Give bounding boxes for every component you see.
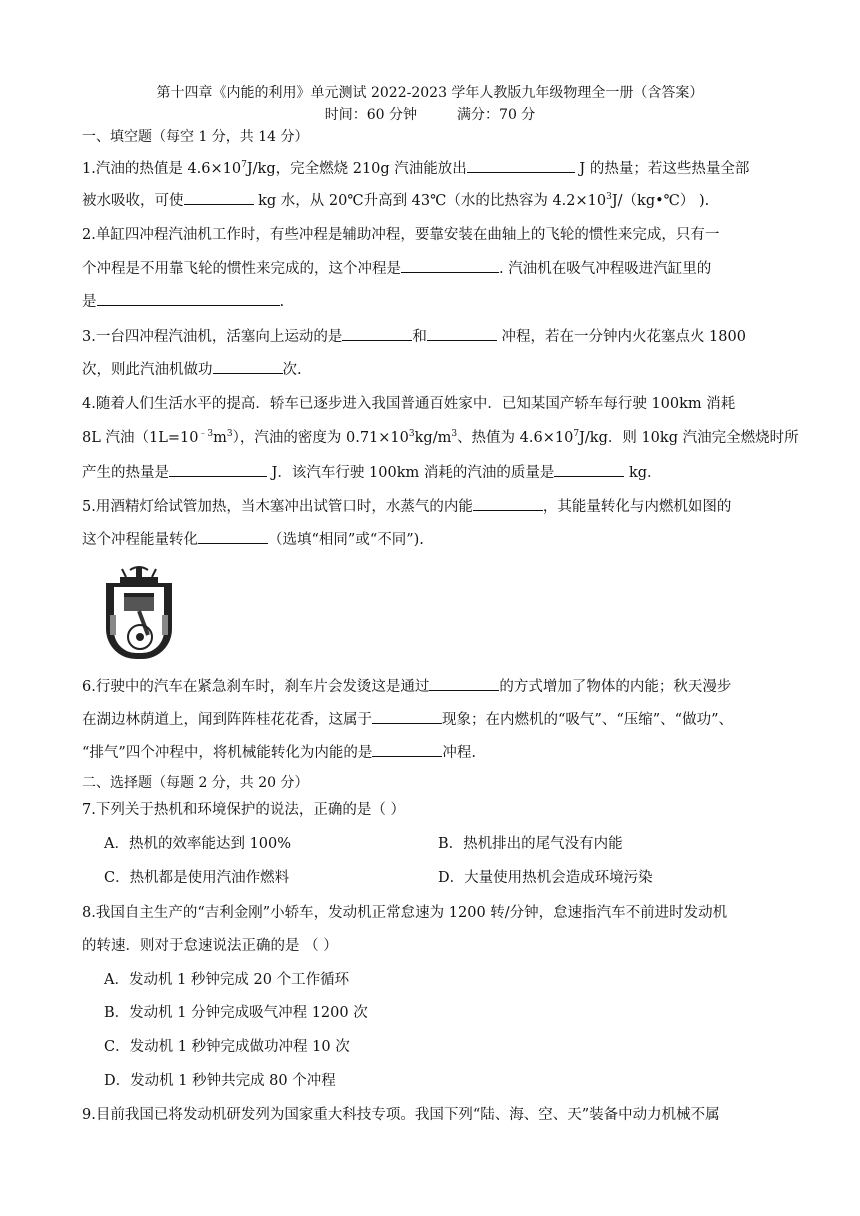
- q1-line1: 1.汽油的热值是 $4.6\times 10^7J/kg$，完全燃烧 210g 汽油能放出 J 的热量；若这些热量全部: [82, 158, 749, 179]
- q8-option-b[interactable]: B．发动机 1 分钟完成吸气冲程 1200 次: [104, 1005, 368, 1021]
- answer-blank[interactable]: [342, 326, 412, 341]
- q7-option-a[interactable]: A．热机的效率能达到 100%: [104, 836, 292, 852]
- answer-blank[interactable]: [429, 676, 499, 691]
- q2-line3: 是 .: [82, 291, 284, 312]
- q7-option-d[interactable]: D．大量使用热机会造成环境污染: [438, 870, 653, 886]
- q7-option-b[interactable]: B．热机排出的尾气没有内能: [438, 836, 623, 852]
- q3-line2: 次，则此汽油机做功 次.: [82, 359, 302, 380]
- time-limit: 时间：60 分钟: [324, 107, 417, 123]
- answer-blank[interactable]: [97, 291, 280, 306]
- section-heading-choice: 二、选择题（每题 2 分，共 20 分）: [82, 775, 309, 791]
- q4-line2: 8L 汽油$(1L=10^{﹣3}m^3)$，汽油的密度为 $0.71\times 10^3kg/m^3$、热值为 $4.6\times 10^7J/kg$．则 10kg 汽油完全燃烧时所: [82, 429, 799, 446]
- answer-blank[interactable]: [372, 742, 442, 757]
- q9-line1: 9.目前我国已将发动机研发列为国家重大科技专项。我国下列“陆、海、空、天”装备中动力机械不属: [82, 1107, 720, 1123]
- q8-line2: 的转速．则对于怠速说法正确的是 （ ）: [82, 938, 338, 954]
- answer-blank[interactable]: [554, 462, 624, 477]
- q8-option-a[interactable]: A．发动机 1 秒钟完成 20 个工作循环: [104, 972, 350, 988]
- q6-line1: 6.行驶中的汽车在紧急刹车时，刹车片会发烫这是通过 的方式增加了物体的内能；秋天漫步: [82, 676, 731, 697]
- q5-line2: 这个冲程能量转化 （选填“相同”或“不同”).: [82, 529, 424, 550]
- answer-blank[interactable]: [427, 326, 497, 341]
- section-heading-fill: 一、填空题（每空 1 分，共 14 分）: [82, 129, 309, 145]
- exam-info: [80, 104, 780, 126]
- q4-line1: 4.随着人们生活水平的提高．轿车已逐步进入我国普通百姓家中．已知某国产轿车每行驶 100km 消耗: [82, 396, 736, 412]
- engine-stroke-icon: [100, 565, 178, 663]
- q3-line1: 3.一台四冲程汽油机，活塞向上运动的是 和 冲程，若在一分钟内火花塞点火 1800: [82, 326, 746, 347]
- answer-blank[interactable]: [401, 258, 499, 273]
- answer-blank[interactable]: [169, 462, 267, 477]
- answer-blank[interactable]: [198, 529, 268, 544]
- answer-blank[interactable]: [372, 709, 442, 724]
- q8-option-c[interactable]: C．发动机 1 秒钟完成做功冲程 10 次: [104, 1039, 350, 1055]
- answer-blank[interactable]: [473, 496, 543, 511]
- q2-line1: 2.单缸四冲程汽油机工作时，有些冲程是辅助冲程，要靠安装在曲轴上的飞轮的惯性来完成，只有一: [82, 227, 720, 243]
- q1-line2: 被水吸收，可使 kg 水，从 20℃升高到 43℃（水的比热容为 $4.2\times 10^3J/(kg•℃)$ ).: [82, 190, 709, 211]
- q4-line3: 产生的热量是 J．该汽车行驶 100km 消耗的汽油的质量是 kg．: [82, 462, 662, 483]
- q2-line2: 个冲程是不用靠飞轮的惯性来完成的，这个冲程是 . 汽油机在吸气冲程吸进汽缸里的: [82, 258, 711, 279]
- q6-line2: 在湖边林荫道上，闻到阵阵桂花花香，这属于 现象；在内燃机的“吸气”、“压缩”、“做功”、: [82, 709, 733, 730]
- answer-blank[interactable]: [467, 158, 575, 173]
- q8-line1: 8.我国自主生产的“吉利金刚”小轿车，发动机正常怠速为 1200 转/分钟，怠速指汽车不前进时发动机: [82, 905, 728, 921]
- q8-option-d[interactable]: D．发动机 1 秒钟共完成 80 个冲程: [104, 1073, 336, 1089]
- page-title: 第十四章《内能的利用》单元测试 2022-2023 学年人教版九年级物理全一册（含答案）: [156, 85, 704, 101]
- answer-blank[interactable]: [213, 359, 283, 374]
- answer-blank[interactable]: [184, 190, 254, 205]
- q5-line1: 5.用酒精灯给试管加热，当木塞冲出试管口时，水蒸气的内能 ，其能量转化与内燃机如图的: [82, 496, 731, 517]
- q6-line3: “排气”四个冲程中，将机械能转化为内能的是 冲程.: [82, 742, 476, 763]
- full-score: 满分：70 分: [457, 107, 536, 123]
- q7-option-c[interactable]: C．热机都是使用汽油作燃料: [104, 870, 290, 886]
- q7-stem: 7.下列关于热机和环境保护的说法，正确的是（ ）: [82, 802, 405, 818]
